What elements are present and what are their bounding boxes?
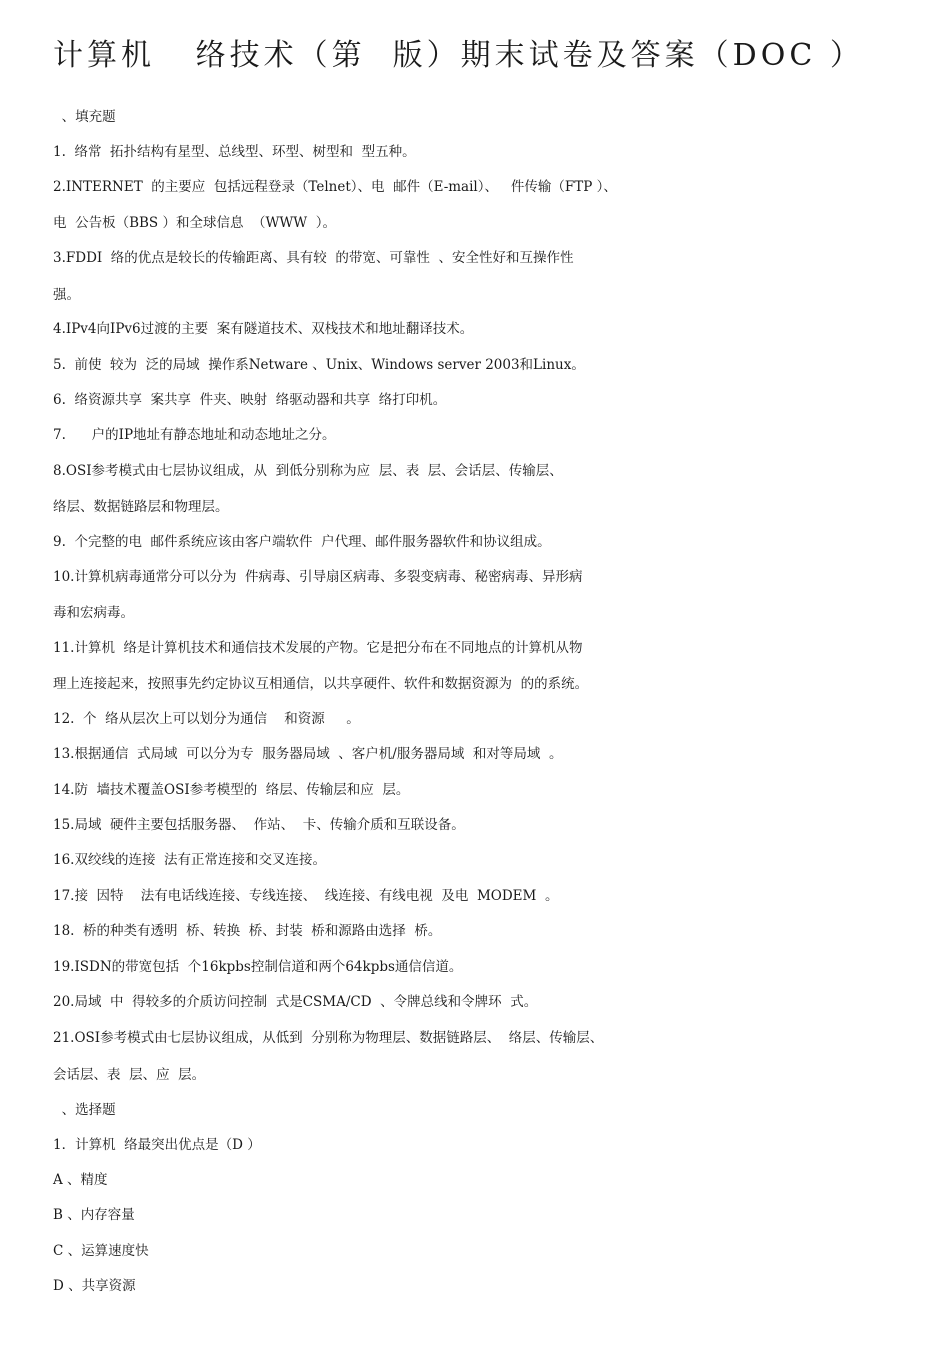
text-line: 强。 [53,287,80,303]
text-line: 2.INTERNET 的主要应 包括远程登录（Telnet）、电 邮件（E-mail）、 件传输（FTP ）、 [53,179,617,195]
text-line: 11.计算机 络是计算机技术和通信技术发展的产物。它是把分布在不同地点的计算机从物 [53,640,583,656]
text-line: 8.OSI参考模式由七层协议组成，从 到低分别称为应 层、表 层、会话层、传输层、 [53,463,563,479]
text-line: 理上连接起来，按照事先约定协议互相通信，以共享硬件、软件和数据资源为 的的系统。 [53,676,589,692]
answer-option: C 、运算速度快 [53,1243,149,1259]
answer-option: A 、精度 [53,1172,108,1188]
text-line: 19.ISDN的带宽包括 个16kpbs控制信道和两个64kpbs通信信道。 [53,959,463,975]
text-line: 7. 户的IP地址有静态地址和动态地址之分。 [53,427,336,443]
text-line: 12. 个 络从层次上可以划分为通信 和资源 。 [53,711,360,727]
text-line: 电 公告板（BBS ）和全球信息 （WWW ）。 [53,215,337,231]
text-line: 17.接 因特 法有电话线连接、专线连接、 线连接、有线电视 及电 MODEM 。 [53,888,559,904]
text-line: 21.OSI参考模式由七层协议组成，从低到 分别称为物理层、数据链路层、 络层、传输层、 [53,1030,604,1046]
text-line: 毒和宏病毒。 [53,605,134,621]
text-line: 络层、数据链路层和物理层。 [53,499,229,515]
text-line: 5. 前使 较为 泛的局域 操作系Netware 、Unix、Windows server 2003和Linux。 [53,357,585,373]
section-heading-multiple-choice: 、选择题 [53,1102,116,1118]
text-line: 16.双绞线的连接 法有正常连接和交叉连接。 [53,852,327,868]
question-text: 1．计算机 络最突出优点是（D ） [53,1137,261,1153]
text-line: 10.计算机病毒通常分可以分为 件病毒、引导扇区病毒、多裂变病毒、秘密病毒、异形病 [53,569,583,585]
text-line: 9. 个完整的电 邮件系统应该由客户端软件 户代理、邮件服务器软件和协议组成。 [53,534,551,550]
text-line: 3.FDDI 络的优点是较长的传输距离、具有较 的带宽、可靠性 、安全性好和互操作性 [53,250,574,266]
text-line: 15.局域 硬件主要包括服务器、 作站、 卡、传输介质和互联设备。 [53,817,465,833]
text-line: 6. 络资源共享 案共享 件夹、映射 络驱动器和共享 络打印机。 [53,392,447,408]
document-title: 计算机 络技术（第 版）期末试卷及答案（DOC ） [53,38,864,73]
text-line: 13.根据通信 式局域 可以分为专 服务器局域 、客户机/服务器局域 和对等局域 。 [53,746,563,762]
text-line: 1. 络常 拓扑结构有星型、总线型、环型、树型和 型五种。 [53,144,416,160]
text-line: 18. 桥的种类有透明 桥、转换 桥、封装 桥和源路由选择 桥。 [53,923,442,939]
answer-option: D 、共享资源 [53,1278,136,1294]
text-line: 会话层、表 层、应 层。 [53,1067,206,1083]
text-line: 4.IPv4向IPv6过渡的主要 案有隧道技术、双栈技术和地址翻译技术。 [53,321,474,337]
answer-option: B 、内存容量 [53,1207,135,1223]
text-line: 20.局域 中 得较多的介质访问控制 式是CSMA/CD 、令牌总线和令牌环 式。 [53,994,538,1010]
section-heading-fill-in: 、填充题 [53,109,116,125]
text-line: 14.防 墙技术覆盖OSI参考模型的 络层、传输层和应 层。 [53,782,410,798]
